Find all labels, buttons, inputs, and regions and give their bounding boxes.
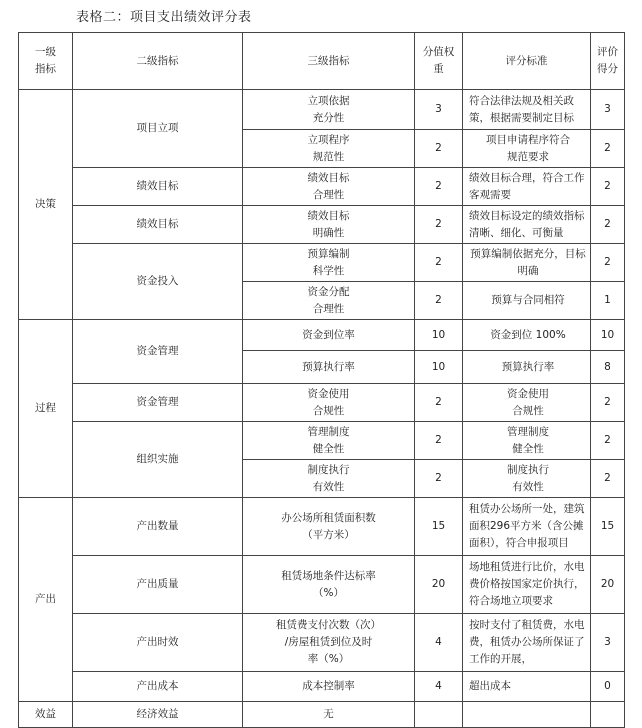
weight-cell [415, 702, 463, 728]
header-level2: 二级指标 [73, 33, 243, 90]
criteria-cell: 预算编制依据充分，目标明确 [463, 244, 591, 282]
criteria-cell: 预算执行率 [463, 351, 591, 384]
score-cell: 10 [591, 320, 625, 351]
weight-cell: 2 [415, 206, 463, 244]
table-row [19, 422, 625, 460]
level2-cell: 项目立项 [73, 90, 243, 168]
level3-cell: 成本控制率 [243, 672, 415, 702]
level3-cell: 资金到位率 [243, 320, 415, 351]
level3-cell: 制度执行 有效性 [243, 460, 415, 498]
criteria-cell: 项目申请程序符合 规范要求 [463, 130, 591, 168]
weight-cell: 2 [415, 130, 463, 168]
table-row [19, 384, 625, 422]
level3-cell: 无 [243, 702, 415, 728]
score-cell: 0 [591, 672, 625, 702]
level2-cell: 经济效益 [73, 702, 243, 728]
criteria-cell: 绩效目标设定的绩效指标清晰、细化、可衡量 [463, 206, 591, 244]
weight-cell: 2 [415, 384, 463, 422]
criteria-cell: 租赁办公场所一处，建筑面积296平方米（含公摊面积），符合申报项目 [463, 498, 591, 556]
level3-cell: 立项依据 充分性 [243, 90, 415, 130]
table-row [19, 90, 625, 130]
weight-cell: 4 [415, 614, 463, 672]
criteria-cell: 制度执行 有效性 [463, 460, 591, 498]
level3-cell: 绩效目标 明确性 [243, 206, 415, 244]
level3-cell: 资金使用 合规性 [243, 384, 415, 422]
criteria-cell: 场地租赁进行比价，水电费价格按国家定价执行，符合场地立项要求 [463, 556, 591, 614]
header-weight: 分值权 重 [415, 33, 463, 90]
criteria-cell: 资金到位 100% [463, 320, 591, 351]
header-criteria: 评分标准 [463, 33, 591, 90]
score-cell: 2 [591, 130, 625, 168]
table-row [19, 672, 625, 702]
score-cell: 3 [591, 90, 625, 130]
weight-cell: 2 [415, 244, 463, 282]
level2-cell: 组织实施 [73, 422, 243, 498]
score-table [18, 32, 625, 728]
level1-cell: 产出 [19, 498, 73, 702]
level3-cell: 管理制度 健全性 [243, 422, 415, 460]
level2-cell: 产出数量 [73, 498, 243, 556]
table-row [19, 556, 625, 614]
level2-cell: 资金管理 [73, 320, 243, 384]
level2-cell: 绩效目标 [73, 168, 243, 206]
level3-cell: 预算执行率 [243, 351, 415, 384]
score-cell: 8 [591, 351, 625, 384]
table-row [19, 702, 625, 728]
header-score: 评价 得分 [591, 33, 625, 90]
level1-cell: 效益 [19, 702, 73, 728]
header-level3: 三级指标 [243, 33, 415, 90]
score-cell: 15 [591, 498, 625, 556]
score-cell: 2 [591, 422, 625, 460]
level3-cell: 办公场所租赁面积数 （平方米） [243, 498, 415, 556]
score-cell: 3 [591, 614, 625, 672]
table-row [19, 498, 625, 556]
weight-cell: 4 [415, 672, 463, 702]
level2-cell: 产出时效 [73, 614, 243, 672]
table-row [19, 614, 625, 672]
weight-cell: 10 [415, 351, 463, 384]
criteria-cell: 超出成本 [463, 672, 591, 702]
score-cell: 2 [591, 460, 625, 498]
level3-cell: 资金分配 合理性 [243, 282, 415, 320]
score-cell: 20 [591, 556, 625, 614]
table-row [19, 168, 625, 206]
criteria-cell: 绩效目标合理，符合工作客观需要 [463, 168, 591, 206]
weight-cell: 2 [415, 282, 463, 320]
table-row [19, 206, 625, 244]
header-level1: 一级 指标 [19, 33, 73, 90]
level3-cell: 预算编制 科学性 [243, 244, 415, 282]
score-cell: 2 [591, 168, 625, 206]
criteria-cell [463, 702, 591, 728]
level1-cell: 过程 [19, 320, 73, 498]
level3-cell: 租赁场地条件达标率 （%） [243, 556, 415, 614]
level2-cell: 资金管理 [73, 384, 243, 422]
score-cell [591, 702, 625, 728]
level3-cell: 租赁费支付次数（次） /房屋租赁到位及时 率（%） [243, 614, 415, 672]
weight-cell: 10 [415, 320, 463, 351]
table-row [19, 320, 625, 351]
criteria-cell: 资金使用 合规性 [463, 384, 591, 422]
score-cell: 1 [591, 282, 625, 320]
criteria-cell: 符合法律法规及相关政策，根据需要制定目标 [463, 90, 591, 130]
criteria-cell: 管理制度 健全性 [463, 422, 591, 460]
header-row [19, 33, 625, 90]
level3-cell: 绩效目标 合理性 [243, 168, 415, 206]
weight-cell: 20 [415, 556, 463, 614]
weight-cell: 2 [415, 422, 463, 460]
criteria-cell: 预算与合同相符 [463, 282, 591, 320]
weight-cell: 15 [415, 498, 463, 556]
score-cell: 2 [591, 384, 625, 422]
weight-cell: 2 [415, 460, 463, 498]
level2-cell: 产出成本 [73, 672, 243, 702]
score-cell: 2 [591, 206, 625, 244]
table-title: 表格二：项目支出绩效评分表 [76, 10, 252, 25]
weight-cell: 3 [415, 90, 463, 130]
level2-cell: 绩效目标 [73, 206, 243, 244]
level2-cell: 产出质量 [73, 556, 243, 614]
level1-cell: 决策 [19, 90, 73, 320]
weight-cell: 2 [415, 168, 463, 206]
level2-cell: 资金投入 [73, 244, 243, 320]
score-cell: 2 [591, 244, 625, 282]
table-row [19, 244, 625, 282]
criteria-cell: 按时支付了租赁费，水电费，租赁办公场所保证了工作的开展， [463, 614, 591, 672]
level3-cell: 立项程序 规范性 [243, 130, 415, 168]
